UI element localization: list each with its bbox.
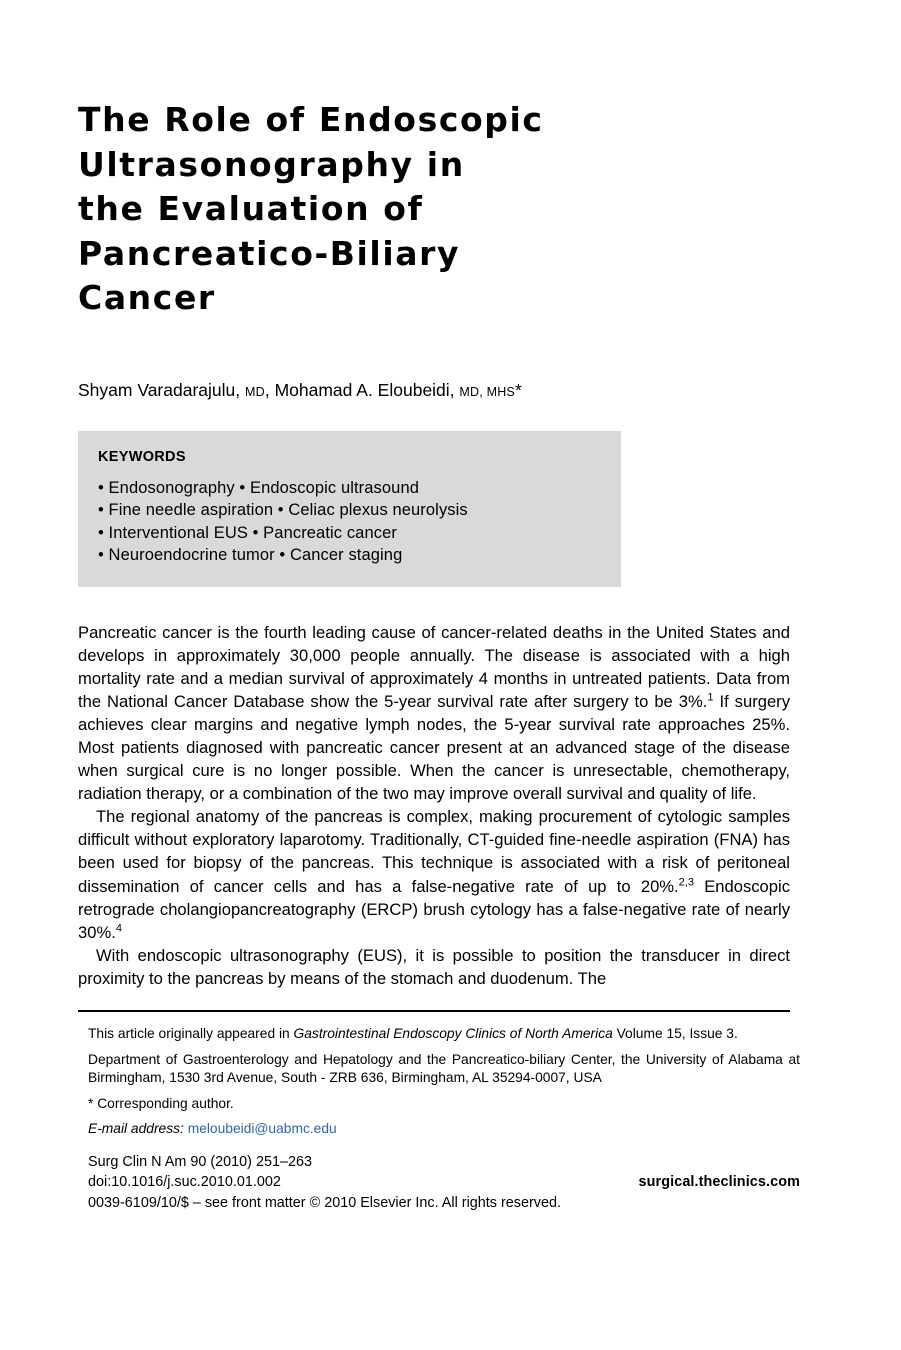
imprint-citation: Surg Clin N Am 90 (2010) 251–263 [88,1153,312,1170]
paragraph-2-text-a: The regional anatomy of the pancreas is complex, making procurement of cytologic samples difficult without exploratory laparotomy. Traditionally, CT-guided fine-needle aspiration (FNA) has been used for biopsy of the pancreas. This technique is associated with a risk of peritoneal dissemination of cancer cells and has a false-negative rate of up to 20%. [78,807,790,896]
citation-ref: 4 [115,922,122,935]
paragraph-1-text-a: Pancreatic cancer is the fourth leading cause of cancer-related deaths in the United States and develops in approximately 30,000 people annually. The disease is associated with a high mortality rate and a median survival of approximately 4 months in untreated patients. Data from the National Cancer Database show the 5-year survival rate after surgery to be 3%. [78,622,790,711]
author-two-degree: MD, MHS [459,384,515,399]
footnote-email-row [88,1120,800,1139]
footnote-affiliation: Department of Gastroenterology and Hepatology and the Pancreatico-biliary Center, the University of Alabama at Birmingham, 1530 3rd Avenue, South - ZRB 636, Birmingham, AL 35294-0007, USA [88,1051,800,1086]
footnote-journal-name: Gastrointestinal Endoscopy Clinics of North America [293,1026,613,1041]
keyword-line: • Fine needle aspiration • Celiac plexus neurolysis [98,501,468,519]
author-one-degree: MD [245,384,265,399]
journal-website[interactable]: surgical.theclinics.com [638,1174,800,1191]
footnote-origin [88,1025,800,1044]
author-line [78,379,789,403]
keyword-line: • Interventional EUS • Pancreatic cancer [98,523,397,542]
paragraph-1-text-b: If surgery achieves clear margins and negative lymph nodes, the 5-year survival rate approaches 25%. Most patients diagnosed with pancreatic cancer present at an advanced stage of the disease when surgical cure is no longer possible. When the cancer is unresectable, chemotherapy, radiation therapy, or a combination of the two may improve overall survival and quality of life. [78,691,791,804]
imprint-block [88,1152,800,1214]
footnote-email-label: E-mail address: [88,1121,184,1137]
author-separator: , Mohamad A. Eloubeidi, [264,379,460,400]
keyword-line: • Endosonography • Endoscopic ultrasound [98,478,420,497]
body-paragraph-3: With endoscopic ultrasonography (EUS), it is possible to position the transducer in direct proximity to the pancreas by means of the stomach and duodenum. The [78,945,790,988]
keywords-box [78,431,621,587]
citation-ref: 2,3 [678,876,694,888]
imprint-doi: doi:10.1016/j.suc.2010.01.002 [88,1174,281,1191]
email-link[interactable]: meloubeidi@uabmc.edu [187,1121,337,1137]
footnote-divider [78,1010,790,1012]
footnote-origin-b: Volume 15, Issue 3. [612,1026,738,1041]
imprint-copyright: 0039-6109/10/$ – see front matter © 2010 Elsevier Inc. All rights reserved. [88,1194,561,1211]
paragraph-2-text-b: Endoscopic retrograde cholangiopancreatography (ERCP) brush cytology has a false-negative rate of nearly 30%. [78,876,790,942]
imprint-doi-row [88,1172,800,1193]
footnote-corresponding: * Corresponding author. [88,1095,234,1111]
author-one-name: Shyam Varadarajulu, [78,379,245,400]
footnote-origin-a: This article originally appeared in [88,1026,294,1041]
keywords-heading: KEYWORDS [98,448,186,465]
body-paragraph-1 [78,621,790,806]
article-body [78,621,790,991]
body-paragraph-2 [78,805,790,944]
citation-ref: 1 [707,691,714,704]
keyword-line: • Neuroendocrine tumor • Cancer staging [98,546,403,564]
corresponding-author-marker: * [514,379,522,400]
page-title: The Role of Endoscopic Ultrasonography in the Evaluation of Pancreatico-Biliary Cancer [78,100,544,317]
footnotes [88,1025,800,1139]
